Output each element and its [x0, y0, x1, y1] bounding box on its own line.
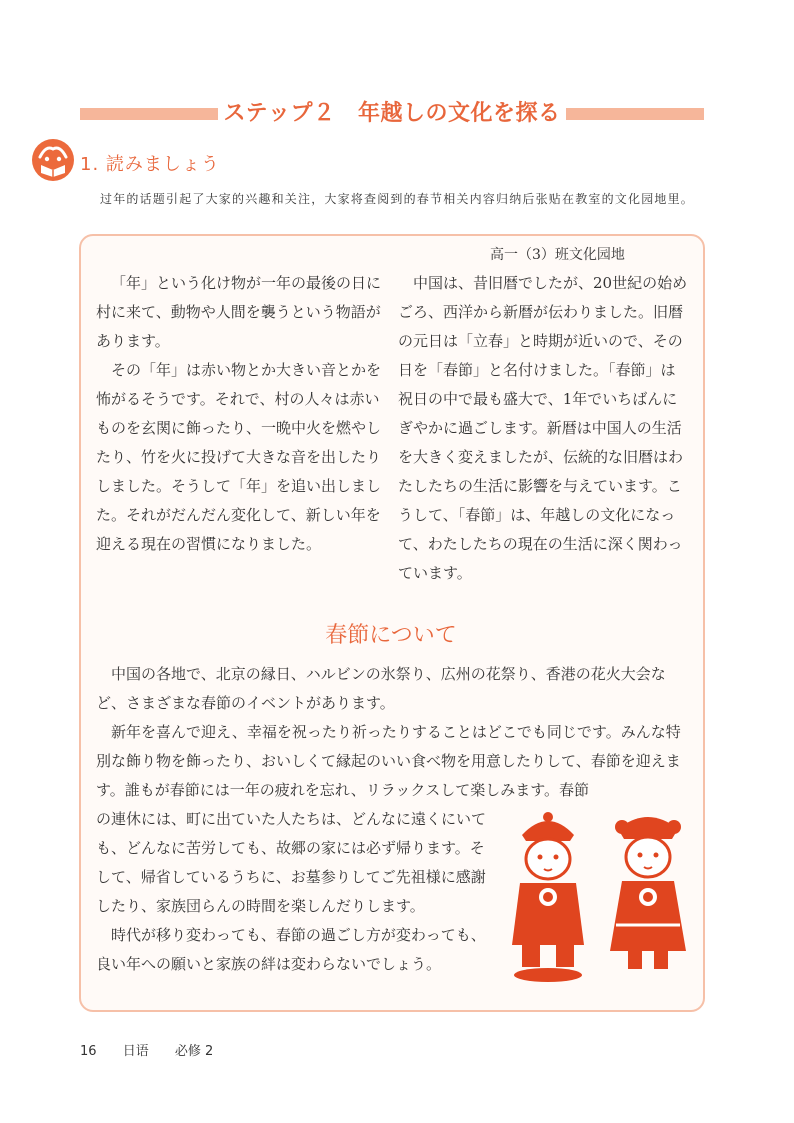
article-narrow-block: [96, 805, 488, 979]
reading-face-icon: [32, 139, 74, 181]
board-title: 高一（3）班文化园地: [490, 247, 625, 263]
paper-cut-children-illustration: [500, 805, 696, 985]
left-paragraph: その「年」は赤い物とか大きい音とかを怖がるそうです。それで、村の人々は赤いものを玄関に飾ったり、一晩中火を燃やしたり、竹を火に投げて大きな音を出したりしました。そうして「年」を追い出しました。それがだんだん変化して、新しい年を迎える現在の習慣になりました。: [96, 361, 382, 553]
step-title: ステップ２ 年越しの文化を探る: [223, 101, 561, 126]
article-paragraph-2-cont: の連休には、町に出ていた人たちは、どんなに遠くにいても、どんなに苦労しても、故郷の家には必ず帰ります。そして、帰省しているうちに、お墓参りしてご先祖様に感謝したり、家族団らんの時間を楽しんだりします。: [96, 810, 487, 915]
left-column: [96, 269, 386, 559]
section-title: [80, 150, 220, 176]
step-header: [80, 98, 704, 132]
right-column: [398, 269, 690, 588]
article-paragraph-1: 中国の各地で、北京の縁日、ハルビンの氷祭り、広州の花祭り、香港の花火大会など、さまざまな春節のイベントがあります。: [96, 665, 666, 712]
header-bar-left: [80, 108, 218, 120]
page-footer: [80, 1040, 235, 1059]
book-title: 日语: [122, 1044, 149, 1059]
section-number: 1.: [80, 154, 100, 175]
intro-text: 过年的话题引起了大家的兴趣和关注，大家将查阅到的春节相关内容归纳后张贴在教室的文化园地里。: [100, 192, 695, 206]
left-paragraph: 「年」という化け物が一年の最後の日に村に来て、動物や人間を襲うという物語があります。: [96, 274, 382, 350]
section-label: 読みましょう: [105, 154, 220, 175]
right-paragraph: 中国は、昔旧暦でしたが、20世紀の始めごろ、西洋から新暦が伝わりました。旧暦の元日は「立春」と時期が近いので、その日を「春節」と名付けました。「春節」は祝日の中で最も盛大で、1年でいちばんにぎやかに過ごします。新暦は中国人の生活を大きく変えましたが、伝統的な旧暦はわたしたちの生活に影響を与えています。こうして、「春節」は、年越しの文化になって、わたしたちの現在の生活に深く関わっています。: [398, 274, 688, 582]
article-paragraph-2: 新年を喜んで迎え、幸福を祝ったり祈ったりすることはどこでも同じです。みんな特別な飾り物を飾ったり、おいしくて縁起のいい食べ物を用意したりして、春節を迎えます。誰もが春節には一年の疲れを忘れ、リラックスして楽しみます。春節: [96, 723, 681, 799]
header-bar-right: [566, 108, 704, 120]
page-number: 16: [80, 1044, 97, 1059]
article-paragraph-3: 時代が移り変わっても、春節の過ごし方が変わっても、良い年への願いと家族の絆は変わらないでしょう。: [96, 926, 486, 973]
article-title: 春節について: [325, 623, 457, 648]
book-volume: 必修 2: [174, 1044, 214, 1059]
